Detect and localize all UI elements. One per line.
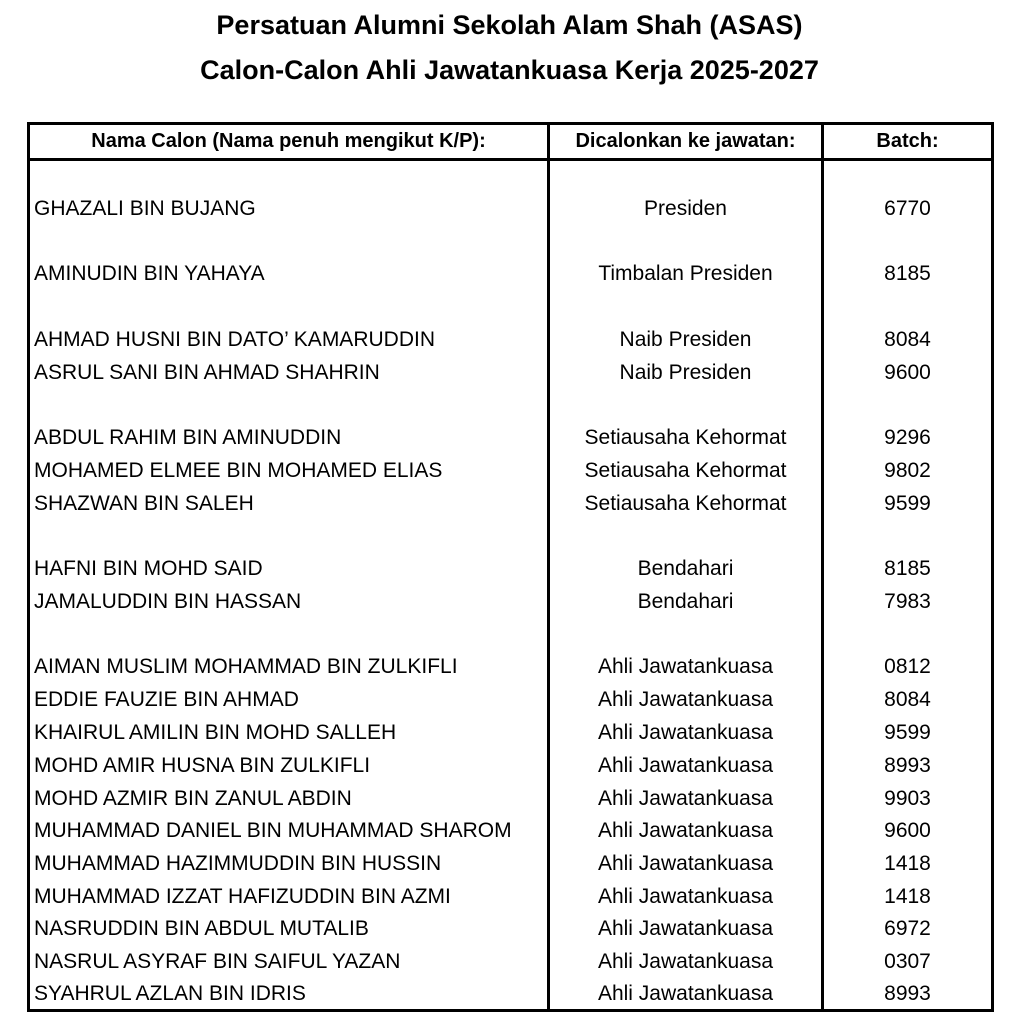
candidate-position: Ahli Jawatankuasa [597, 754, 774, 777]
candidate-name: NASRUL ASYRAF BIN SAIFUL YAZAN [34, 950, 401, 973]
candidate-position: Ahli Jawatankuasa [597, 982, 774, 1005]
candidate-name: AHMAD HUSNI BIN DATO’ KAMARUDDIN [34, 328, 435, 351]
candidate-name: AIMAN MUSLIM MOHAMMAD BIN ZULKIFLI [34, 655, 458, 678]
candidate-position: Ahli Jawatankuasa [597, 885, 774, 908]
candidate-name: MOHD AZMIR BIN ZANUL ABDIN [34, 787, 352, 810]
candidate-batch: 0812 [884, 655, 931, 678]
candidate-batch: 6770 [884, 197, 931, 220]
candidate-position: Ahli Jawatankuasa [597, 950, 774, 973]
candidate-position: Naib Presiden [619, 361, 752, 384]
candidate-position: Ahli Jawatankuasa [597, 721, 774, 744]
table-row [30, 848, 991, 880]
table-row [30, 881, 991, 913]
table-row [30, 750, 991, 782]
table-row [30, 586, 991, 618]
candidate-name: ASRUL SANI BIN AHMAD SHAHRIN [34, 361, 380, 384]
candidate-position: Ahli Jawatankuasa [597, 655, 774, 678]
candidates-table [27, 122, 994, 1012]
candidate-batch: 8993 [884, 754, 931, 777]
candidate-batch: 8084 [884, 328, 931, 351]
document-subtitle: Calon-Calon Ahli Jawatankuasa Kerja 2025-2027 [200, 55, 819, 85]
header-name: Nama Calon (Nama penuh mengikut K/P): [91, 130, 486, 152]
header-divider [30, 158, 991, 161]
candidate-batch: 8185 [884, 557, 931, 580]
table-row [30, 455, 991, 487]
candidate-name: SHAZWAN BIN SALEH [34, 492, 254, 515]
table-row [30, 684, 991, 716]
table-row [30, 783, 991, 815]
table-row [30, 324, 991, 356]
candidate-position: Setiausaha Kehormat [584, 459, 787, 482]
candidate-name: GHAZALI BIN BUJANG [34, 197, 256, 220]
candidate-batch: 7983 [884, 590, 931, 613]
table-row [30, 946, 991, 978]
candidate-batch: 9599 [884, 721, 931, 744]
candidate-batch: 8993 [884, 982, 931, 1005]
table-row [30, 913, 991, 945]
candidate-name: EDDIE FAUZIE BIN AHMAD [34, 688, 299, 711]
candidate-position: Ahli Jawatankuasa [597, 787, 774, 810]
candidate-name: MUHAMMAD DANIEL BIN MUHAMMAD SHAROM [34, 819, 512, 842]
header-batch: Batch: [876, 130, 939, 152]
table-row [30, 357, 991, 389]
candidate-position: Bendahari [637, 557, 734, 580]
table-row [30, 488, 991, 520]
candidate-batch: 8185 [884, 262, 931, 285]
candidate-position: Ahli Jawatankuasa [597, 688, 774, 711]
candidate-batch: 6972 [884, 917, 931, 940]
candidate-position: Setiausaha Kehormat [584, 426, 787, 449]
candidate-name: KHAIRUL AMILIN BIN MOHD SALLEH [34, 721, 397, 744]
candidate-position: Ahli Jawatankuasa [597, 852, 774, 875]
candidate-name: MUHAMMAD IZZAT HAFIZUDDIN BIN AZMI [34, 885, 451, 908]
table-row [30, 193, 991, 225]
candidate-name: MOHAMED ELMEE BIN MOHAMED ELIAS [34, 459, 443, 482]
candidate-name: NASRUDDIN BIN ABDUL MUTALIB [34, 917, 369, 940]
candidate-name: MUHAMMAD HAZIMMUDDIN BIN HUSSIN [34, 852, 442, 875]
document-title: Persatuan Alumni Sekolah Alam Shah (ASAS) [216, 10, 803, 40]
candidate-name: JAMALUDDIN BIN HASSAN [34, 590, 302, 613]
candidate-name: HAFNI BIN MOHD SAID [34, 557, 263, 580]
candidate-name: AMINUDIN BIN YAHAYA [34, 262, 265, 285]
candidate-batch: 9296 [884, 426, 931, 449]
table-row [30, 553, 991, 585]
candidate-name: SYAHRUL AZLAN BIN IDRIS [34, 982, 306, 1005]
candidate-batch: 9600 [884, 361, 931, 384]
table-row [30, 978, 991, 1010]
header-position: Dicalonkan ke jawatan: [575, 130, 796, 152]
candidate-position: Setiausaha Kehormat [584, 492, 787, 515]
candidate-batch: 9903 [884, 787, 931, 810]
candidate-name: MOHD AMIR HUSNA BIN ZULKIFLI [34, 754, 371, 777]
table-row [30, 258, 991, 290]
candidate-batch: 9802 [884, 459, 931, 482]
candidate-name: ABDUL RAHIM BIN AMINUDDIN [34, 426, 342, 449]
candidate-position: Bendahari [637, 590, 734, 613]
candidate-batch: 0307 [884, 950, 931, 973]
candidate-batch: 9599 [884, 492, 931, 515]
candidate-batch: 8084 [884, 688, 931, 711]
candidate-position: Ahli Jawatankuasa [597, 917, 774, 940]
candidate-batch: 1418 [884, 885, 931, 908]
candidate-position: Timbalan Presiden [598, 262, 773, 285]
table-row [30, 815, 991, 847]
candidate-batch: 9600 [884, 819, 931, 842]
candidate-position: Naib Presiden [619, 328, 752, 351]
table-row [30, 651, 991, 683]
table-row [30, 717, 991, 749]
candidate-batch: 1418 [884, 852, 931, 875]
candidate-position: Presiden [644, 197, 727, 220]
table-row [30, 422, 991, 454]
candidate-position: Ahli Jawatankuasa [597, 819, 774, 842]
